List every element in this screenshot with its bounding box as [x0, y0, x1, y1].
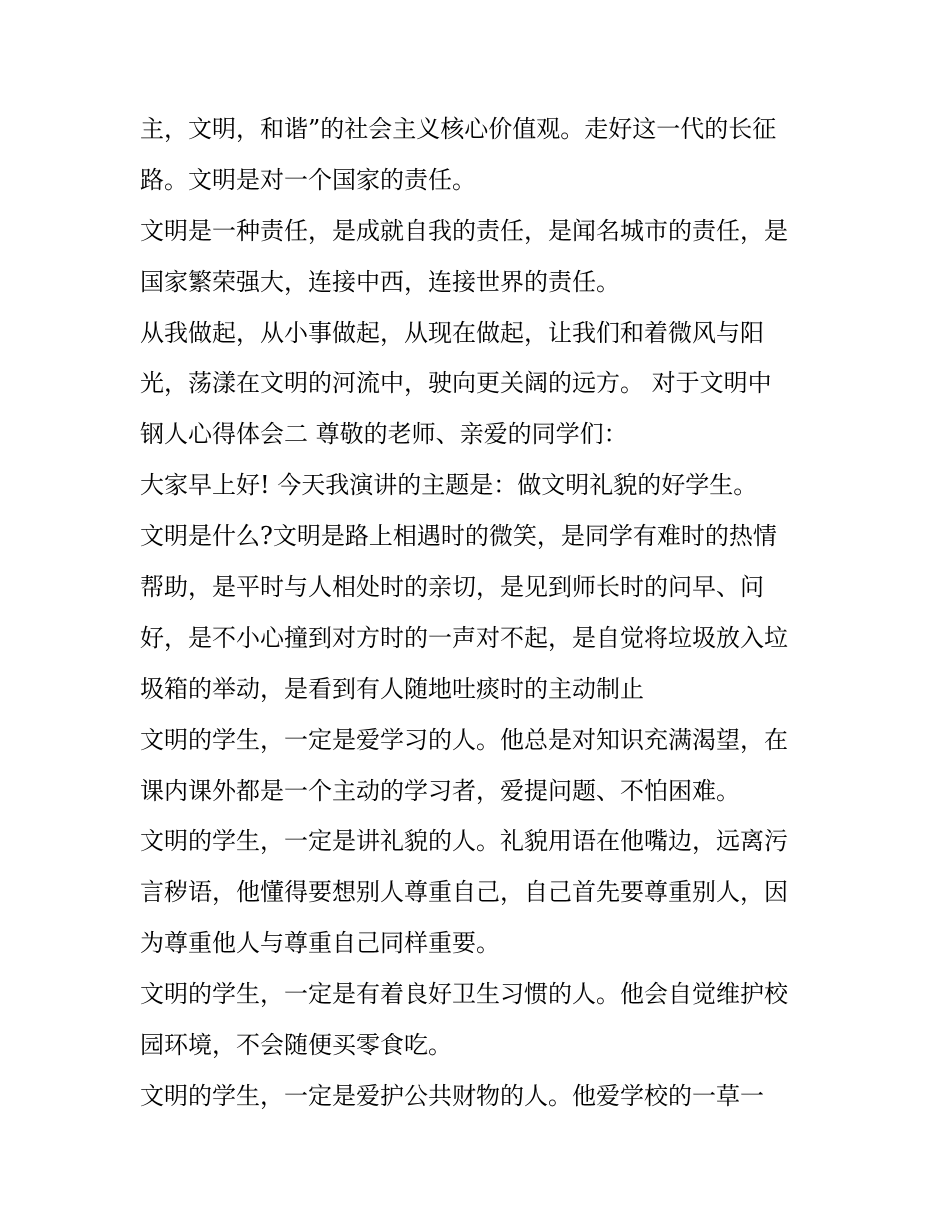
text-line: 钢人心得体会二 尊敬的老师、亲爱的同学们：: [140, 420, 628, 449]
text-line: 从我做起，从小事做起，从现在做起，让我们和着微风与阳: [140, 318, 764, 347]
text-line: 文明的学生，一定是有着良好卫生习惯的人。他会自觉维护校: [140, 980, 788, 1009]
text-line: 文明的学生，一定是讲礼貌的人。礼貌用语在他嘴边，远离污: [140, 827, 788, 856]
text-line: 文明的学生，一定是爱护公共财物的人。他爱学校的一草一: [140, 1081, 764, 1110]
text-line: 国家繁荣强大，连接中西，连接世界的责任。: [140, 267, 620, 296]
text-line: 文明是一种责任，是成就自我的责任，是闻名城市的责任，是: [140, 216, 788, 245]
text-line: 好，是不小心撞到对方时的一声对不起，是自觉将垃圾放入垃: [140, 623, 788, 652]
text-line: 言秽语，他懂得要想别人尊重自己，自己首先要尊重别人，因: [140, 878, 788, 907]
text-line: 路。文明是对一个国家的责任。: [140, 165, 476, 194]
text-line: 园环境，不会随便买零食吃。: [140, 1031, 452, 1060]
text-line: 为尊重他人与尊重自己同样重要。: [140, 929, 500, 958]
text-line: 光，荡漾在文明的河流中，驶向更关阔的远方。 对于文明中: [140, 369, 772, 398]
text-line: 主，文明，和谐”的社会主义核心价值观。走好这一代的长征: [140, 115, 777, 143]
text-line: 大家早上好! 今天我演讲的主题是：做文明礼貌的好学生。: [140, 471, 758, 500]
document-body: [140, 104, 830, 1122]
text-line: 文明是什么?文明是路上相遇时的微笑，是同学有难时的热情: [140, 522, 777, 551]
text-line: 圾箱的举动，是看到有人随地吐痰时的主动制止: [140, 674, 644, 703]
text-line: 帮助，是平时与人相处时的亲切，是见到师长时的问早、问: [140, 573, 764, 602]
text-line: 文明的学生，一定是爱学习的人。他总是对知识充满渴望，在: [140, 725, 788, 754]
text-line: 课内课外都是一个主动的学习者，爱提问题、不怕困难。: [140, 776, 740, 805]
